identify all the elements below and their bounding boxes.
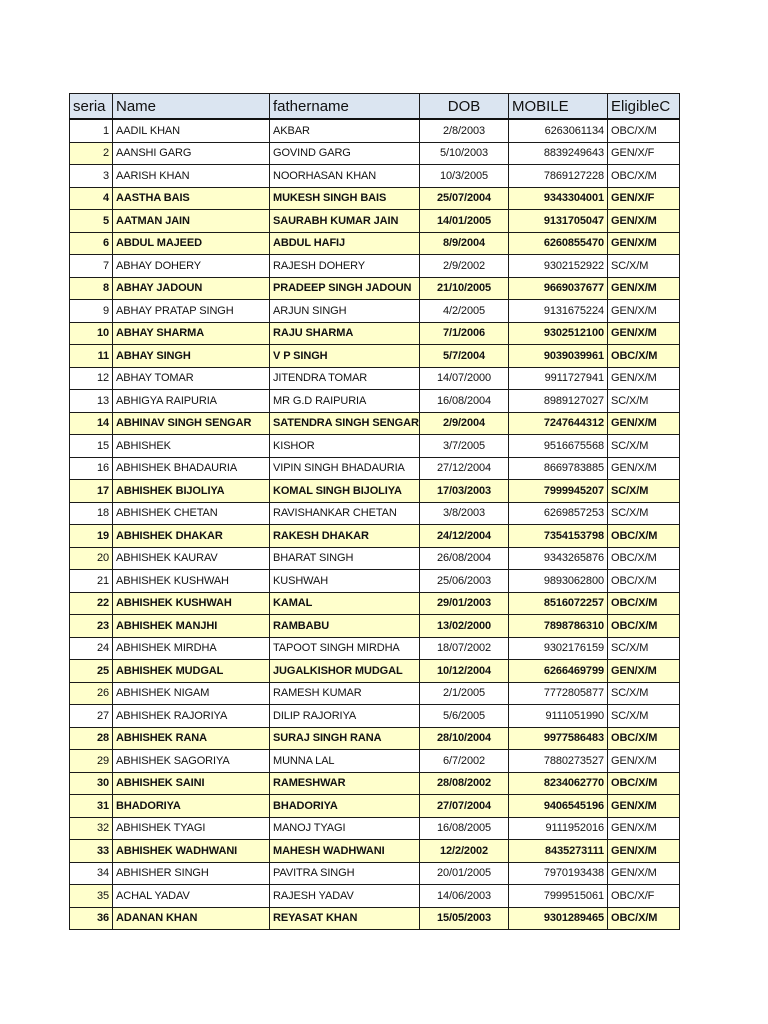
cell-name[interactable]: ABHISHEK NIGAM [113,682,270,705]
cell-eligible[interactable]: GEN/X/M [608,795,680,818]
cell-dob[interactable]: 20/01/2005 [420,862,509,885]
table-row [70,502,680,525]
cell-eligible[interactable]: GEN/X/M [608,840,680,863]
cell-eligible[interactable]: GEN/X/M [608,232,680,255]
table-row [70,210,680,233]
header-mobile[interactable]: MOBILE [509,94,608,120]
cell-name[interactable]: ABHISHEK RAJORIYA [113,705,270,728]
table-row [70,457,680,480]
cell-dob[interactable]: 24/12/2004 [420,525,509,548]
cell-name[interactable]: ABHISHEK WADHWANI [113,840,270,863]
cell-eligible[interactable]: SC/X/M [608,682,680,705]
cell-serial[interactable]: 12 [70,367,113,390]
cell-mobile[interactable]: 9343265876 [509,547,608,570]
cell-fathername[interactable]: RAMESH KUMAR [270,682,420,705]
cell-mobile[interactable]: 7880273527 [509,750,608,773]
cell-eligible[interactable]: OBC/X/M [608,525,680,548]
cell-serial[interactable]: 36 [70,907,113,930]
cell-eligible[interactable]: SC/X/M [608,502,680,525]
cell-name[interactable]: ABHISHEK KAURAV [113,547,270,570]
cell-mobile[interactable]: 7354153798 [509,525,608,548]
cell-mobile[interactable]: 7898786310 [509,615,608,638]
cell-eligible[interactable]: SC/X/M [608,637,680,660]
cell-eligible[interactable]: GEN/X/M [608,750,680,773]
table-row [70,795,680,818]
table-row [70,300,680,323]
cell-serial[interactable]: 30 [70,772,113,795]
cell-mobile[interactable]: 8516072257 [509,592,608,615]
cell-mobile[interactable]: 7999945207 [509,480,608,503]
cell-mobile[interactable]: 7772805877 [509,682,608,705]
cell-dob[interactable]: 28/08/2002 [420,772,509,795]
cell-eligible[interactable]: OBC/X/M [608,570,680,593]
cell-fathername[interactable]: TAPOOT SINGH MIRDHA [270,637,420,660]
cell-dob[interactable]: 17/03/2003 [420,480,509,503]
header-eligible[interactable]: EligibleC [608,94,680,120]
cell-eligible[interactable]: GEN/X/M [608,862,680,885]
cell-name[interactable]: BHADORIYA [113,795,270,818]
cell-serial[interactable]: 23 [70,615,113,638]
cell-mobile[interactable]: 7869127228 [509,165,608,188]
table-row [70,682,680,705]
cell-fathername[interactable]: MAHESH WADHWANI [270,840,420,863]
cell-fathername[interactable]: JITENDRA TOMAR [270,367,420,390]
cell-serial[interactable]: 25 [70,660,113,683]
cell-eligible[interactable]: GEN/X/M [608,277,680,300]
cell-eligible[interactable]: GEN/X/M [608,412,680,435]
cell-serial[interactable]: 7 [70,255,113,278]
cell-eligible[interactable]: OBC/X/M [608,345,680,368]
cell-serial[interactable]: 14 [70,412,113,435]
cell-mobile[interactable]: 9406545196 [509,795,608,818]
table-body [70,119,680,930]
table-row [70,435,680,458]
cell-eligible[interactable]: OBC/X/M [608,727,680,750]
cell-fathername[interactable]: VIPIN SINGH BHADAURIA [270,457,420,480]
cell-fathername[interactable]: RAJESH DOHERY [270,255,420,278]
table-row [70,142,680,165]
cell-name[interactable]: ABHAY SINGH [113,345,270,368]
cell-mobile[interactable]: 8839249643 [509,142,608,165]
table-row [70,412,680,435]
header-name[interactable]: Name [113,94,270,120]
cell-eligible[interactable]: SC/X/M [608,390,680,413]
cell-name[interactable]: ABHISHEK TYAGI [113,817,270,840]
cell-dob[interactable]: 8/9/2004 [420,232,509,255]
cell-serial[interactable]: 20 [70,547,113,570]
cell-fathername[interactable]: SAURABH KUMAR JAIN [270,210,420,233]
cell-dob[interactable]: 27/12/2004 [420,457,509,480]
cell-name[interactable]: AATMAN JAIN [113,210,270,233]
cell-mobile[interactable]: 7999515061 [509,885,608,908]
header-dob[interactable]: DOB [420,94,509,120]
cell-serial[interactable]: 5 [70,210,113,233]
table-row [70,592,680,615]
table-row [70,840,680,863]
cell-mobile[interactable]: 9516675568 [509,435,608,458]
cell-mobile[interactable]: 6263061134 [509,119,608,142]
cell-name[interactable]: ABHISHEK DHAKAR [113,525,270,548]
cell-fathername[interactable]: NOORHASAN KHAN [270,165,420,188]
cell-serial[interactable]: 32 [70,817,113,840]
cell-eligible[interactable]: GEN/X/M [608,322,680,345]
cell-name[interactable]: ABHINAV SINGH SENGAR [113,412,270,435]
cell-eligible[interactable]: OBC/X/M [608,615,680,638]
cell-serial[interactable]: 33 [70,840,113,863]
cell-dob[interactable]: 12/2/2002 [420,840,509,863]
cell-dob[interactable]: 5/6/2005 [420,705,509,728]
cell-dob[interactable]: 25/06/2003 [420,570,509,593]
cell-fathername[interactable]: RAMESHWAR [270,772,420,795]
cell-dob[interactable]: 2/9/2002 [420,255,509,278]
table-row [70,615,680,638]
cell-dob[interactable]: 7/1/2006 [420,322,509,345]
table-row [70,187,680,210]
cell-name[interactable]: ACHAL YADAV [113,885,270,908]
cell-eligible[interactable]: OBC/X/M [608,772,680,795]
cell-mobile[interactable]: 9911727941 [509,367,608,390]
cell-fathername[interactable]: KUSHWAH [270,570,420,593]
cell-name[interactable]: ABHISHEK CHETAN [113,502,270,525]
cell-dob[interactable]: 3/8/2003 [420,502,509,525]
header-fathername[interactable]: fathername [270,94,420,120]
cell-eligible[interactable]: GEN/X/M [608,660,680,683]
header-serial[interactable]: seria [70,94,113,120]
cell-serial[interactable]: 29 [70,750,113,773]
cell-fathername[interactable]: MANOJ TYAGI [270,817,420,840]
cell-dob[interactable]: 29/01/2003 [420,592,509,615]
cell-eligible[interactable]: SC/X/M [608,480,680,503]
cell-dob[interactable]: 15/05/2003 [420,907,509,930]
table-row [70,637,680,660]
cell-dob[interactable]: 10/3/2005 [420,165,509,188]
cell-fathername[interactable]: DILIP RAJORIYA [270,705,420,728]
table-row [70,660,680,683]
cell-name[interactable]: ABHISHEK RANA [113,727,270,750]
cell-fathername[interactable]: ABDUL HAFIJ [270,232,420,255]
cell-mobile[interactable]: 9111952016 [509,817,608,840]
cell-mobile[interactable]: 9302176159 [509,637,608,660]
cell-mobile[interactable]: 9669037677 [509,277,608,300]
table-row [70,907,680,930]
cell-dob[interactable]: 28/10/2004 [420,727,509,750]
cell-mobile[interactable]: 9131705047 [509,210,608,233]
cell-fathername[interactable]: KISHOR [270,435,420,458]
cell-fathername[interactable]: MUKESH SINGH BAIS [270,187,420,210]
table-row [70,480,680,503]
cell-serial[interactable]: 2 [70,142,113,165]
cell-eligible[interactable]: GEN/X/F [608,142,680,165]
cell-fathername[interactable]: JUGALKISHOR MUDGAL [270,660,420,683]
cell-serial[interactable]: 3 [70,165,113,188]
cell-name[interactable]: ABHAY TOMAR [113,367,270,390]
cell-serial[interactable]: 6 [70,232,113,255]
cell-mobile[interactable]: 9977586483 [509,727,608,750]
cell-serial[interactable]: 34 [70,862,113,885]
cell-serial[interactable]: 18 [70,502,113,525]
cell-name[interactable]: ABHISHEK MUDGAL [113,660,270,683]
cell-serial[interactable]: 26 [70,682,113,705]
cell-fathername[interactable]: RAJU SHARMA [270,322,420,345]
cell-name[interactable]: ADANAN KHAN [113,907,270,930]
cell-serial[interactable]: 11 [70,345,113,368]
cell-eligible[interactable]: OBC/X/M [608,119,680,142]
cell-mobile[interactable]: 6269857253 [509,502,608,525]
table-row [70,727,680,750]
cell-mobile[interactable]: 9111051990 [509,705,608,728]
cell-fathername[interactable]: BHARAT SINGH [270,547,420,570]
cell-name[interactable]: ABHAY SHARMA [113,322,270,345]
cell-name[interactable]: ABHISHEK BIJOLIYA [113,480,270,503]
student-table [69,93,680,930]
table-row [70,817,680,840]
cell-name[interactable]: ABHISHEK KUSHWAH [113,592,270,615]
cell-fathername[interactable]: RAMBABU [270,615,420,638]
cell-serial[interactable]: 22 [70,592,113,615]
cell-mobile[interactable]: 8669783885 [509,457,608,480]
cell-fathername[interactable]: SATENDRA SINGH SENGAR [270,412,420,435]
cell-eligible[interactable]: GEN/X/F [608,187,680,210]
cell-serial[interactable]: 27 [70,705,113,728]
cell-mobile[interactable]: 9302512100 [509,322,608,345]
table-row [70,705,680,728]
cell-dob[interactable]: 10/12/2004 [420,660,509,683]
cell-serial[interactable]: 21 [70,570,113,593]
cell-dob[interactable]: 18/07/2002 [420,637,509,660]
cell-eligible[interactable]: GEN/X/M [608,300,680,323]
cell-serial[interactable]: 13 [70,390,113,413]
cell-eligible[interactable]: OBC/X/M [608,592,680,615]
cell-mobile[interactable]: 6260855470 [509,232,608,255]
table-row [70,750,680,773]
table-row [70,772,680,795]
cell-name[interactable]: ABHAY PRATAP SINGH [113,300,270,323]
table-row [70,345,680,368]
cell-eligible[interactable]: SC/X/M [608,705,680,728]
table-row [70,277,680,300]
cell-fathername[interactable]: PAVITRA SINGH [270,862,420,885]
cell-name[interactable]: ABHIGYA RAIPURIA [113,390,270,413]
cell-name[interactable]: ABHISHEK [113,435,270,458]
cell-dob[interactable]: 27/07/2004 [420,795,509,818]
cell-eligible[interactable]: SC/X/M [608,255,680,278]
cell-name[interactable]: ABHISHER SINGH [113,862,270,885]
cell-fathername[interactable]: RAJESH YADAV [270,885,420,908]
cell-dob[interactable]: 3/7/2005 [420,435,509,458]
cell-mobile[interactable]: 7970193438 [509,862,608,885]
cell-name[interactable]: ABHISHEK MIRDHA [113,637,270,660]
cell-fathername[interactable]: GOVIND GARG [270,142,420,165]
cell-dob[interactable]: 25/07/2004 [420,187,509,210]
cell-serial[interactable]: 17 [70,480,113,503]
cell-name[interactable]: ABHISHEK KUSHWAH [113,570,270,593]
cell-fathername[interactable]: ARJUN SINGH [270,300,420,323]
table-row [70,525,680,548]
cell-serial[interactable]: 8 [70,277,113,300]
cell-fathername[interactable]: V P SINGH [270,345,420,368]
cell-dob[interactable]: 5/7/2004 [420,345,509,368]
cell-fathername[interactable]: AKBAR [270,119,420,142]
cell-eligible[interactable]: OBC/X/M [608,907,680,930]
cell-mobile[interactable]: 8989127027 [509,390,608,413]
cell-mobile[interactable]: 9131675224 [509,300,608,323]
cell-dob[interactable]: 16/08/2004 [420,390,509,413]
cell-serial[interactable]: 31 [70,795,113,818]
cell-name[interactable]: AANSHI GARG [113,142,270,165]
cell-mobile[interactable]: 9893062800 [509,570,608,593]
cell-name[interactable]: ABHISHEK SAINI [113,772,270,795]
header-row [70,94,680,120]
cell-dob[interactable]: 14/06/2003 [420,885,509,908]
cell-serial[interactable]: 35 [70,885,113,908]
cell-dob[interactable]: 21/10/2005 [420,277,509,300]
cell-dob[interactable]: 13/02/2000 [420,615,509,638]
cell-fathername[interactable]: MR G.D RAIPURIA [270,390,420,413]
cell-dob[interactable]: 26/08/2004 [420,547,509,570]
table-row [70,367,680,390]
cell-serial[interactable]: 24 [70,637,113,660]
cell-dob[interactable]: 14/01/2005 [420,210,509,233]
cell-serial[interactable]: 19 [70,525,113,548]
table-row [70,390,680,413]
table-row [70,862,680,885]
cell-fathername[interactable]: MUNNA LAL [270,750,420,773]
cell-eligible[interactable]: GEN/X/M [608,367,680,390]
table-row [70,119,680,142]
cell-fathername[interactable]: KOMAL SINGH BIJOLIYA [270,480,420,503]
cell-name[interactable]: ABHISHEK SAGORIYA [113,750,270,773]
cell-eligible[interactable]: GEN/X/M [608,817,680,840]
cell-name[interactable]: AASTHA BAIS [113,187,270,210]
table-row [70,570,680,593]
cell-fathername[interactable]: KAMAL [270,592,420,615]
cell-dob[interactable]: 2/9/2004 [420,412,509,435]
cell-mobile[interactable]: 8435273111 [509,840,608,863]
cell-serial[interactable]: 10 [70,322,113,345]
table-row [70,885,680,908]
cell-eligible[interactable]: SC/X/M [608,435,680,458]
cell-dob[interactable]: 5/10/2003 [420,142,509,165]
cell-name[interactable]: AARISH KHAN [113,165,270,188]
cell-fathername[interactable]: SURAJ SINGH RANA [270,727,420,750]
cell-mobile[interactable]: 9343304001 [509,187,608,210]
cell-dob[interactable]: 4/2/2005 [420,300,509,323]
cell-serial[interactable]: 16 [70,457,113,480]
table-row [70,322,680,345]
cell-dob[interactable]: 14/07/2000 [420,367,509,390]
cell-fathername[interactable]: RAVISHANKAR CHETAN [270,502,420,525]
cell-name[interactable]: ABHISHEK MANJHI [113,615,270,638]
cell-mobile[interactable]: 9301289465 [509,907,608,930]
cell-name[interactable]: AADIL KHAN [113,119,270,142]
table-row [70,165,680,188]
cell-eligible[interactable]: OBC/X/F [608,885,680,908]
cell-eligible[interactable]: GEN/X/M [608,210,680,233]
cell-eligible[interactable]: OBC/X/M [608,547,680,570]
cell-mobile[interactable]: 8234062770 [509,772,608,795]
cell-serial[interactable]: 1 [70,119,113,142]
cell-fathername[interactable]: PRADEEP SINGH JADOUN [270,277,420,300]
cell-eligible[interactable]: GEN/X/M [608,457,680,480]
cell-eligible[interactable]: OBC/X/M [608,165,680,188]
cell-dob[interactable]: 2/8/2003 [420,119,509,142]
cell-mobile[interactable]: 7247644312 [509,412,608,435]
cell-dob[interactable]: 16/08/2005 [420,817,509,840]
cell-dob[interactable]: 2/1/2005 [420,682,509,705]
cell-fathername[interactable]: REYASAT KHAN [270,907,420,930]
cell-name[interactable]: ABHISHEK BHADAURIA [113,457,270,480]
cell-fathername[interactable]: BHADORIYA [270,795,420,818]
cell-serial[interactable]: 4 [70,187,113,210]
cell-dob[interactable]: 6/7/2002 [420,750,509,773]
cell-name[interactable]: ABDUL MAJEED [113,232,270,255]
table-row [70,547,680,570]
cell-name[interactable]: ABHAY JADOUN [113,277,270,300]
cell-serial[interactable]: 15 [70,435,113,458]
cell-name[interactable]: ABHAY DOHERY [113,255,270,278]
cell-mobile[interactable]: 9039039961 [509,345,608,368]
cell-serial[interactable]: 9 [70,300,113,323]
cell-mobile[interactable]: 9302152922 [509,255,608,278]
cell-mobile[interactable]: 6266469799 [509,660,608,683]
table-row [70,255,680,278]
cell-serial[interactable]: 28 [70,727,113,750]
table-row [70,232,680,255]
cell-fathername[interactable]: RAKESH DHAKAR [270,525,420,548]
